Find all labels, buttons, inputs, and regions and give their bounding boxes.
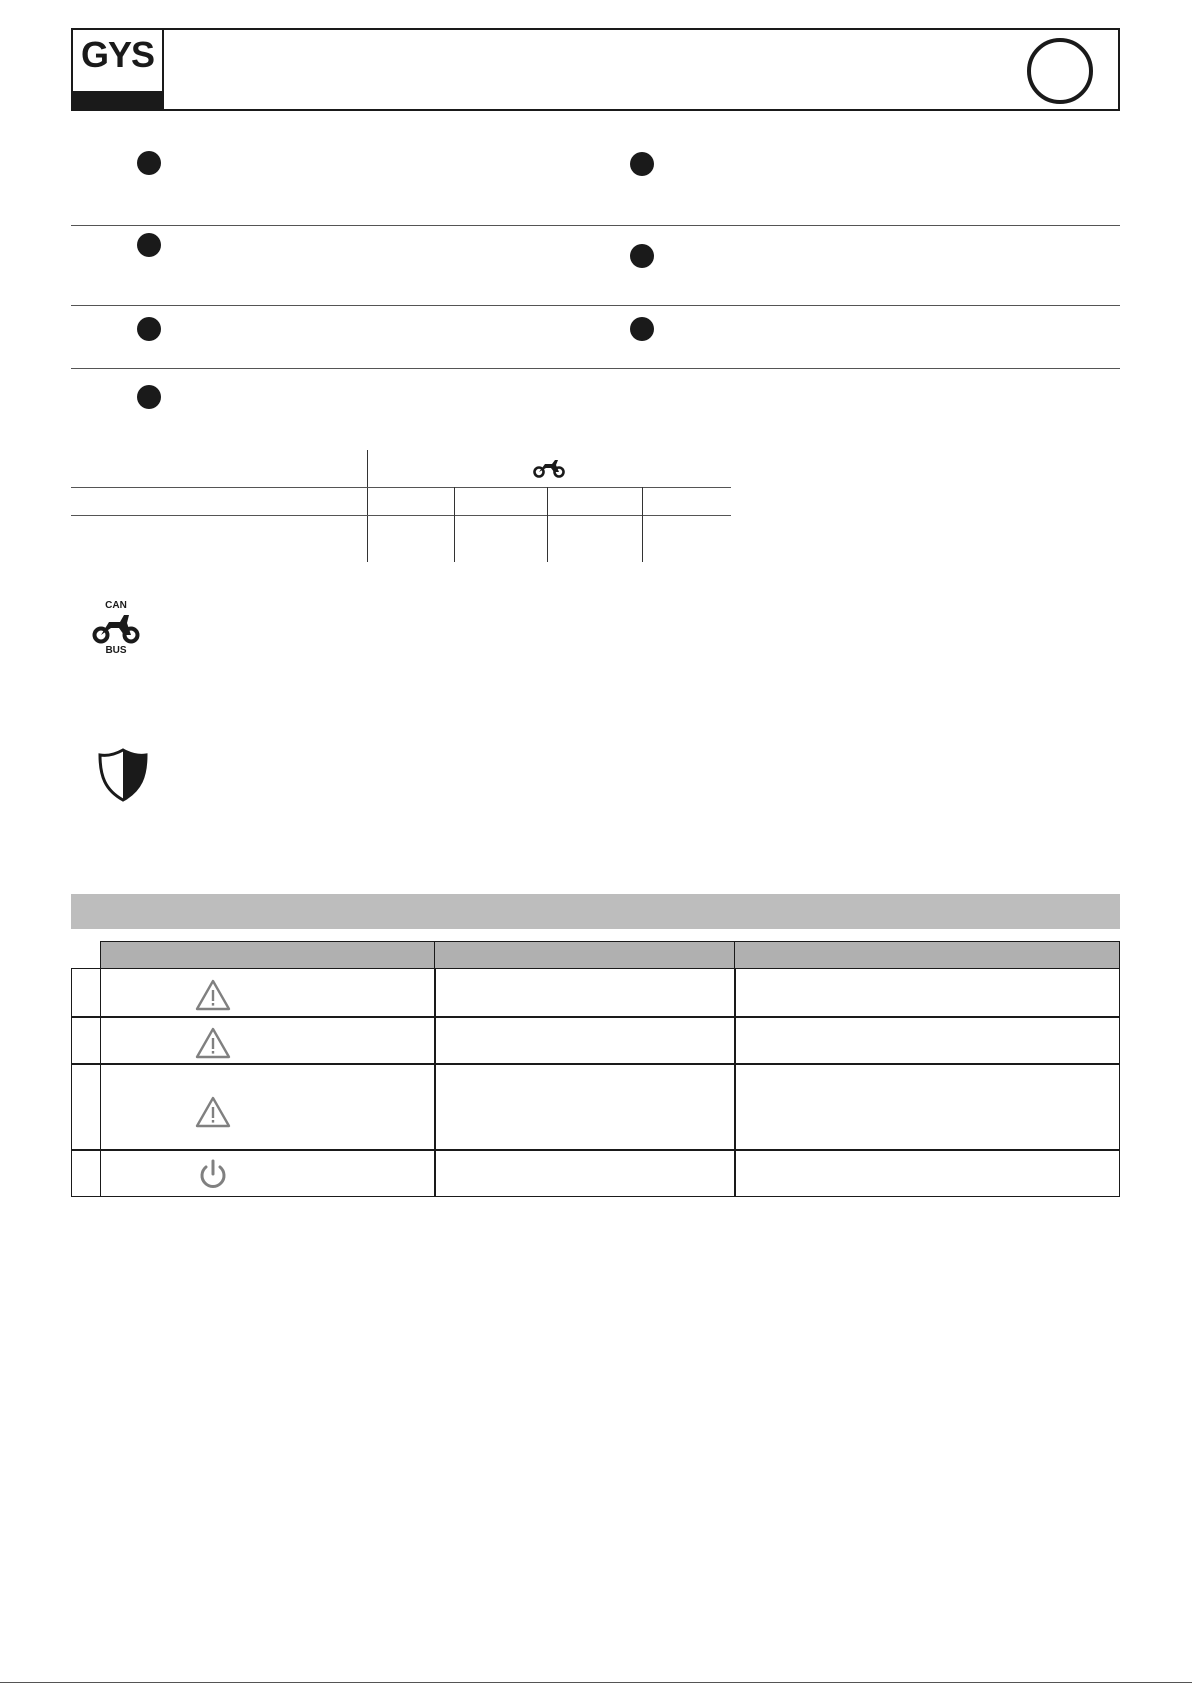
warning-triangle-icon — [195, 1026, 231, 1060]
led-table-header-col-3 — [734, 941, 1120, 969]
section-divider-2 — [71, 305, 1120, 306]
logo-text: GYS — [80, 34, 155, 75]
table-row-number — [71, 1016, 101, 1065]
table-row — [100, 1063, 436, 1151]
table-cell — [434, 968, 736, 1018]
table-cell — [434, 1063, 736, 1151]
warning-triangle-icon — [195, 978, 231, 1012]
specs-table-divider — [367, 450, 368, 562]
power-icon — [195, 1157, 231, 1191]
canbus-motorcycle-icon — [88, 600, 144, 660]
led-table-header-col-2 — [434, 941, 736, 969]
table-row — [100, 968, 436, 1018]
table-cell — [434, 1016, 736, 1065]
table-row-number — [71, 1149, 101, 1197]
section-divider-1 — [71, 225, 1120, 226]
shield-icon — [97, 748, 149, 807]
table-row-number — [71, 968, 101, 1018]
gys-logo — [73, 30, 164, 109]
table-row — [100, 1149, 436, 1197]
logo-bar — [73, 91, 162, 109]
section-bullet-5 — [137, 317, 161, 341]
language-badge — [1027, 38, 1093, 104]
motorcycle-icon — [533, 457, 565, 484]
led-table-header-col-1 — [100, 941, 436, 969]
section-divider-3 — [71, 368, 1120, 369]
table-row — [100, 1016, 436, 1065]
section-bullet-4 — [630, 244, 654, 268]
specs-table-col-2 — [454, 487, 455, 562]
warning-triangle-icon — [195, 1095, 231, 1129]
page-header — [71, 28, 1120, 111]
section-bullet-6 — [630, 317, 654, 341]
canbus-bottom-label: BUS — [105, 645, 127, 656]
table-cell — [734, 1063, 1120, 1151]
specs-table-col-4 — [642, 487, 643, 562]
table-cell — [734, 1016, 1120, 1065]
table-cell — [434, 1149, 736, 1197]
section-bullet-7 — [137, 385, 161, 409]
section-bullet-3 — [137, 233, 161, 257]
specs-table-rule-2 — [71, 515, 731, 516]
footer-rule — [0, 1682, 1192, 1683]
table-cell — [734, 968, 1120, 1018]
table-row-number — [71, 1063, 101, 1151]
specs-table-col-3 — [547, 487, 548, 562]
section-bullet-2 — [630, 152, 654, 176]
section-bullet-1 — [137, 151, 161, 175]
specs-table-rule-1 — [71, 487, 731, 488]
section-banner — [71, 894, 1120, 929]
canbus-top-label: CAN — [105, 600, 127, 611]
table-cell — [734, 1149, 1120, 1197]
